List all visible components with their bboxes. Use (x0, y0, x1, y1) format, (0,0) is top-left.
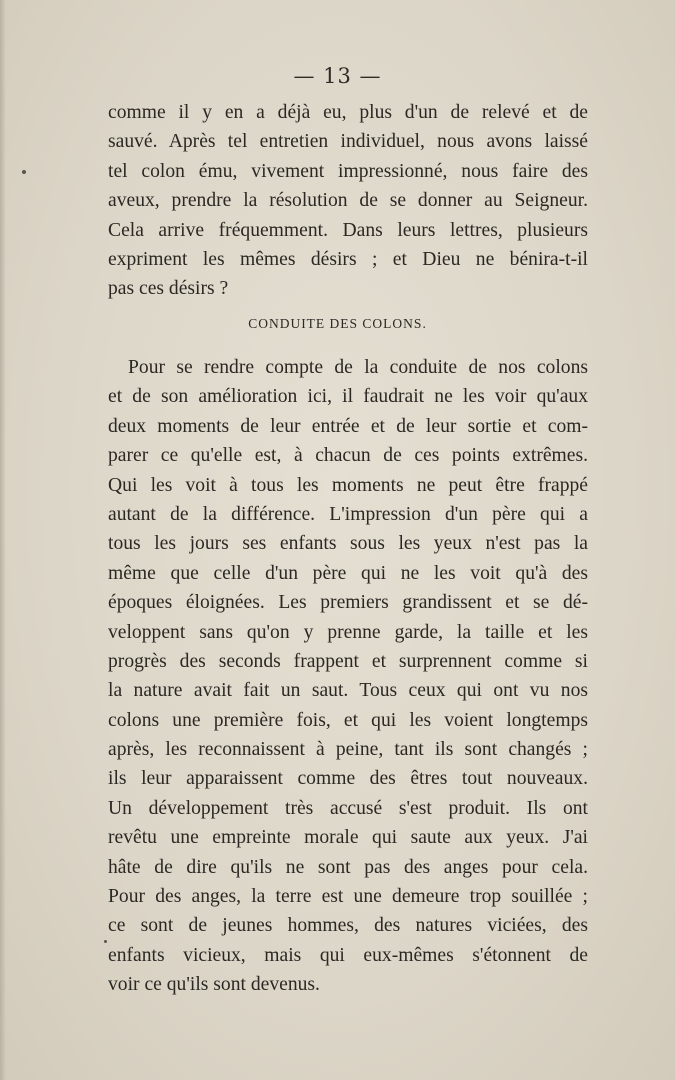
text-line: aveux, prendre la résolution de se donner au Seigneur. (108, 190, 588, 212)
page-edge-shadow (0, 0, 6, 1080)
text-line: la nature avait fait un saut. Tous ceux qui ont vu nos (108, 680, 588, 702)
text-line: colons une première fois, et qui les voient longtemps (108, 709, 588, 731)
text-line: deux moments de leur entrée et de leur sortie et com- (108, 415, 588, 437)
text-line: enfants vicieux, mais qui eux-mêmes s'étonnent de (108, 944, 588, 966)
paragraph-2 (108, 353, 588, 1000)
text-line: autant de la différence. L'impression d'un père qui a (108, 503, 588, 525)
text-line: ce sont de jeunes hommes, des natures viciées, des (108, 915, 588, 937)
text-line: pas ces désirs ? (108, 278, 229, 300)
text-line: même que celle d'un père qui ne les voit qu'à des (108, 562, 588, 584)
text-line: revêtu une empreinte morale qui saute aux yeux. J'ai (108, 827, 588, 849)
text-line: Pour des anges, la terre est une demeure trop souillée ; (108, 886, 588, 908)
page-number: — 13 — (293, 64, 382, 88)
text-line: Pour se rendre compte de la conduite de nos colons (128, 357, 588, 378)
text-line: sauvé. Après tel entretien individuel, nous avons laissé (108, 131, 588, 153)
text-line: veloppent sans qu'on y prenne garde, la taille et les (108, 621, 588, 643)
text-line: époques éloignées. Les premiers grandissent et se dé- (108, 592, 588, 614)
text-line: et de son amélioration ici, il faudrait ne les voir qu'aux (108, 386, 588, 408)
text-line: tous les jours ses enfants sous les yeux n'est pas la (108, 533, 588, 555)
paragraph-1 (108, 98, 588, 304)
text-line: hâte de dire qu'ils ne sont pas des anges pour cela. (108, 856, 588, 878)
text-line: expriment les mêmes désirs ; et Dieu ne bénira-t-il (108, 248, 588, 270)
ink-speck (104, 940, 107, 943)
text-line: Un développement très accusé s'est produit. Ils ont (108, 797, 588, 819)
text-line: comme il y en a déjà eu, plus d'un de relevé et de (108, 102, 588, 123)
text-line: ils leur apparaissent comme des êtres tout nouveaux. (108, 768, 588, 790)
text-line: progrès des seconds frappent et surprennent comme si (108, 650, 588, 672)
text-line: après, les reconnaissent à peine, tant ils sont changés ; (108, 739, 588, 761)
text-line: Qui les voit à tous les moments ne peut être frappé (108, 474, 588, 496)
section-heading: CONDUITE DES COLONS. (248, 316, 427, 331)
text-line: parer ce qu'elle est, à chacun de ces points extrêmes. (108, 445, 588, 467)
text-line: voir ce qu'ils sont devenus. (108, 974, 320, 996)
text-line: Cela arrive fréquemment. Dans leurs lettres, plusieurs (108, 219, 588, 241)
ink-speck (22, 170, 26, 174)
text-line: tel colon ému, vivement impressionné, nous faire des (108, 160, 588, 182)
